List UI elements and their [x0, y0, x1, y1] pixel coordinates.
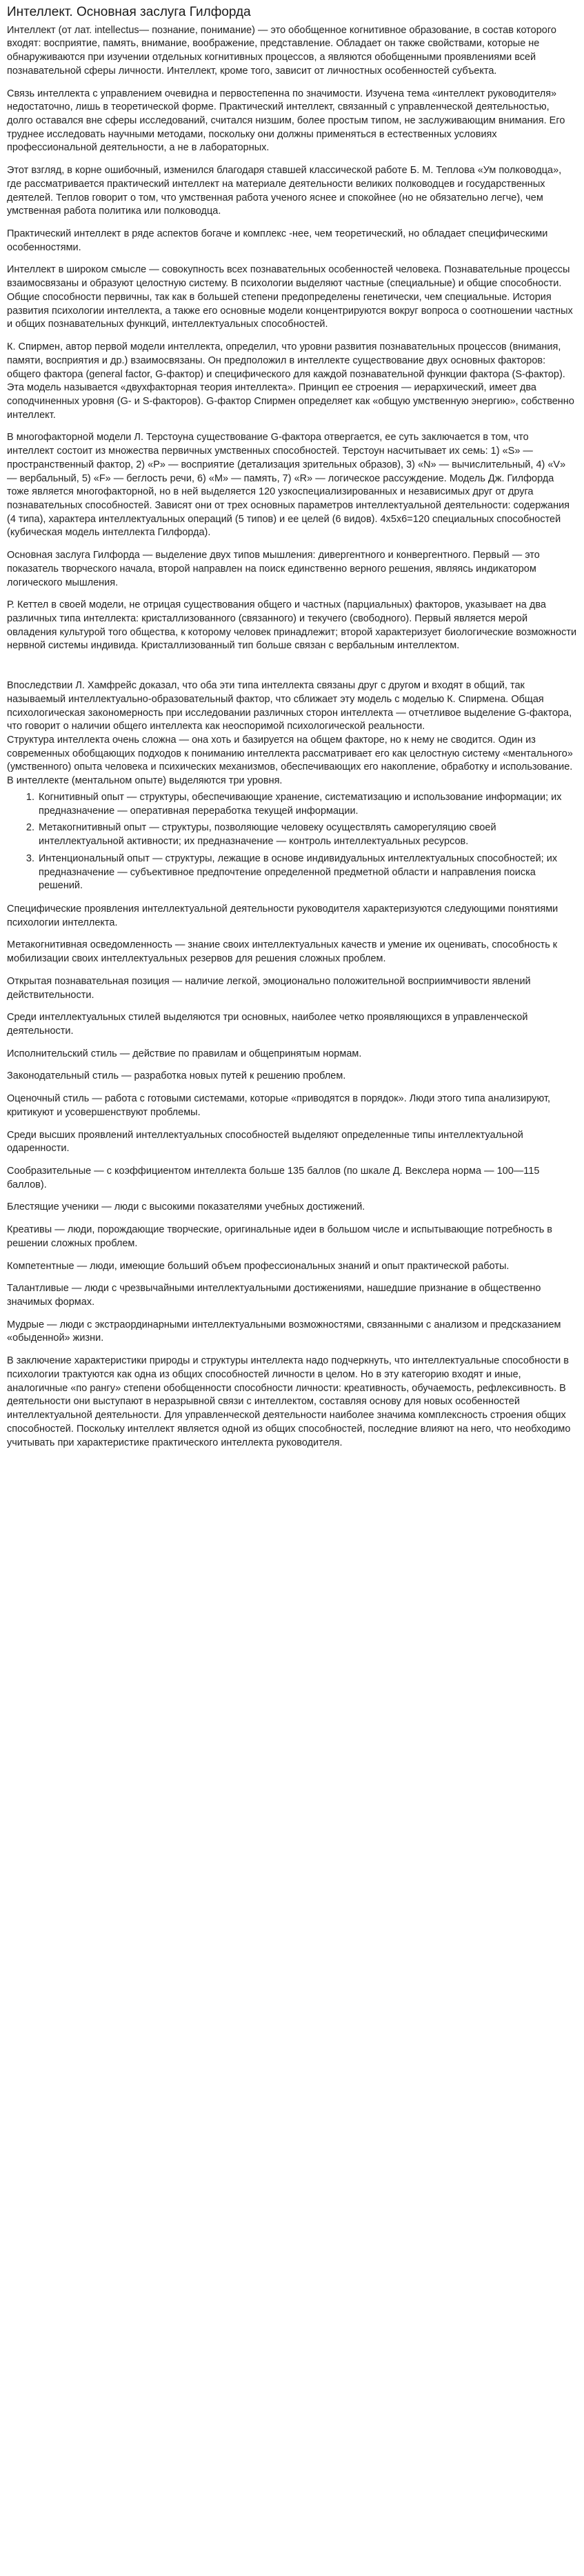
- paragraph-giftedness-types: Среди высших проявлений интеллектуальных способностей выделяют определенные типы интеллектуальной одаренности.: [7, 1129, 523, 1155]
- paragraph-smart: Сообразительные — с коэффициентом интеллекта больше 135 баллов (по шкале Д. Векслера норма — 100—115 баллов).: [7, 1166, 540, 1190]
- paragraph-teplov: Этот взгляд, в корне ошибочный, изменился благодаря ставшей классической работе Б. М. Теплова «Ум полководца», где рассматривается практический интеллект на материале деятельности великих полководцев и государственных деятелей. Теплов говорит о том, что умственная работа ученого яснее и спокойнее (но не обязательно легче), чем умственная работа политика или полководца.: [7, 165, 562, 217]
- paragraph-competent: Компетентные — люди, имеющие больший объем профессиональных знаний и опыт практической работы.: [7, 1260, 510, 1272]
- paragraph-evaluative-style: Оценочный стиль — работа с готовыми системами, которые «приводятся в порядок». Люди этого типа анализируют, критикуют и усовершенствуют проблемы.: [7, 1093, 551, 1118]
- list-item-metacognitive: 2. Метакогнитивный опыт — структуры, позволяющие человеку осуществлять саморегуляцию своей интеллектуальной активности; их предназначение — контроль интеллектуальных ресурсов.: [37, 821, 577, 848]
- list-item-intentional: 3. Интенциональный опыт — структуры, лежащие в основе индивидуальных интеллектуальных способностей; их предназначение — субъективное предпочтение определенной предметной области и направления поиска решений.: [37, 852, 577, 893]
- article-title: Интеллект. Основная заслуга Гилфорда: [7, 5, 251, 19]
- paragraph-thurstone-guilford: В многофакторной модели Л. Терстоуна существование G-фактора отвергается, ее суть заключается в том, что интеллект состоит из множества первичных умственных способностей. Терстоун насчитывает их семь: 1) «S» — пространственный фактор, 2) «P» — восприятие (детализация зрительных образов), 3) «N» — вычислительный, 4) «V» — вербальный, 5) «F» — беглость речи, 6) «M» — память, 7) «R» — логическое рассуждение. Модель Дж. Гилфорда тоже является многофакторной, но в ней выделяется 120 узкоспециализированных и независимых друг от друга познавательных способностей. Зависят они от трех основных параметров интеллектуальной деятельности: содержания (4 типа), характера интеллектуальных операций (5 типов) и ее целей (6 видов). 4х5х6=120 специальных способностей (кубическая модель интеллекта Гилфорда).: [7, 432, 570, 539]
- paragraph-spearman: К. Спирмен, автор первой модели интеллекта, определил, что уровни развития познавательных процессов (внимания, памяти, восприятия и др.) взаимосвязаны. Он предположил в интеллекте существование двух основных факторов: общего фактора (general factor, G-фактор) и специфического для каждой познавательной функции фактора (S-фактор). Эта модель называется «двухфакторная теория интеллекта». Принцип ее строения — иерархический, имеет два соподчиненных уровня (G- и S-факторов). G-фактор Спирмен определяет как «общую умственную энергию», собственно интеллект.: [7, 341, 574, 421]
- paragraph-practical-intellect: Практический интеллект в ряде аспектов богаче и комплекс -нее, чем теоретический, но обладает специфическими особенностями.: [7, 228, 548, 253]
- paragraph-creatives: Креативы — люди, порождающие творческие, оригинальные идеи в большом числе и испытывающие потребность в решении сложных проблем.: [7, 1224, 553, 1249]
- paragraph-broad-sense: Интеллект в широком смысле — совокупность всех познавательных особенностей человека. Познавательные процессы взаимосвязаны и образуют целостную систему. В психологии выделяют частные (специальные) и общие способности. Общие способности первичны, так как в большей степени предопределены генетически, чем специальные. История развития психологии интеллекта, а также его основные модели концентрируются вокруг вопроса о соотношении частных и общих познавательных функций, интеллектуальных способностей.: [7, 264, 573, 330]
- paragraph-executive-style: Исполнительский стиль — действие по правилам и общепринятым нормам.: [7, 1048, 362, 1059]
- paragraph-legislative-style: Законодательный стиль — разработка новых путей к решению проблем.: [7, 1070, 346, 1082]
- paragraph-guilford-merit: Основная заслуга Гилфорда — выделение двух типов мышления: дивергентного и конвергентного. Первый — это показатель творческого начала, второй направлен на поиск единственно верного решения, являясь индикатором логического мышления.: [7, 550, 540, 588]
- paragraph-humphreys: Впоследствии Л. Хамфрейс доказал, что оба эти типа интеллекта связаны друг с другом и входят в общий, так называемый интеллектуально-образовательный фактор, что сближает эту модель с моделью К. Спирмена. Общая психологическая закономерность при исследовании различных сторон интеллекта — отчетливое выделение G-фактора, что говорит о наличии общего интеллекта как неоспоримой психологической реальности.: [7, 680, 572, 732]
- paragraph-intellect-definition: Интеллект (от лат. intellectus— познание, понимание) — это обобщенное когнитивное образование, в состав которого входят: восприятие, память, внимание, воображение, представление. Обладает он также свойствами, которые не обнаруживаются при изучении отдельных когнитивных процессов, а являются обобщенными проявлениями всей познавательной сферы личности. Интеллект, кроме того, зависит от личностных особенностей субъекта.: [7, 24, 556, 77]
- paragraph-open-position: Открытая познавательная позиция — наличие легкой, эмоционально положительной восприимчивости явлений действительности.: [7, 975, 531, 1001]
- paragraph-cattell: Р. Кеттел в своей модели, не отрицая существования общего и частных (парциальных) факторов, указывает на два различных типа интеллекта: кристаллизованного (связанного) и текучего (свободного). Первый является мерой овладения культурой того общества, к которому человек принадлежит; второй характеризует биологические возможности нервной системы индивида. Кристаллизованный тип больше связан с вербальным интеллектом.: [7, 599, 577, 652]
- paragraph-intellectual-styles: Среди интеллектуальных стилей выделяются три основных, наиболее четко проявляющихся в управленческой деятельности.: [7, 1012, 528, 1037]
- paragraph-talented: Талантливые — люди с чрезвычайными интеллектуальными достижениями, нашедшие признание в общественно значимых формах.: [7, 1283, 541, 1308]
- paragraph-brilliant-students: Блестящие ученики — люди с высокими показателями учебных достижений.: [7, 1201, 365, 1213]
- paragraph-specific-manifestations: Специфические проявления интеллектуальной деятельности руководителя характеризуются следующими понятиями психологии интеллекта.: [7, 903, 558, 928]
- paragraph-wise: Мудрые — люди с экстраординарными интеллектуальными возможностями, связанными с анализом и предсказанием «обыденной» жизни.: [7, 1319, 561, 1344]
- paragraph-metacognitive-awareness: Метакогнитивная осведомленность — знание своих интеллектуальных качеств и умение их оценивать, способность к мобилизации своих интеллектуальных резервов для решения сложных проблем.: [7, 939, 558, 965]
- paragraph-conclusion: В заключение характеристики природы и структуры интеллекта надо подчеркнуть, что интеллектуальные способности в психологии трактуются как одна из общих способностей личности в целом. Но в эту категорию входят и иные, аналогичные «по рангу» степени обобщенности способности личности: креативность, обучаемость, рефлексивность. В деятельности они выступают в неразрывной связи с интеллектом, составляя основу для новых особенностей интеллектуальной деятельности. Для управленческой деятельности наиболее значима комплексность строения общих способностей. Поскольку интеллект является одной из общих способностей, последние влияют на него, что необходимо учитывать при характеристике практического интеллекта руководителя.: [7, 1355, 571, 1448]
- experience-levels-list: [7, 791, 577, 893]
- paragraph-structure: Структура интеллекта очень сложна — она хоть и базируется на общем факторе, но к нему не сводится. Один из современных обобщающих подходов к пониманию интеллекта рассматривает его как целостную систему «ментального» (умственного) опыта человека и психических механизмов, обеспечивающих его накопление, обработку и использование. В интеллекте (ментальном опыте) выделяются три уровня.: [7, 735, 573, 787]
- paragraph-management-link: Связь интеллекта с управлением очевидна и первостепенна по значимости. Изучена тема «интеллект руководителя» недостаточно, лишь в теоретической форме. Практический интеллект, связанный с управленческой деятельностью, долго оставался вне сферы исследований, считался низшим, более простым типом, не заслуживающим внимания. Его труднее исследовать научными методами, поскольку они должны применяться в естественных условиях профессиональной деятельности, а не в лабораторных.: [7, 88, 565, 154]
- list-item-cognitive: 1. Когнитивный опыт — структуры, обеспечивающие хранение, систематизацию и использование информации; их предназначение — оперативная переработка текущей информации.: [37, 791, 577, 818]
